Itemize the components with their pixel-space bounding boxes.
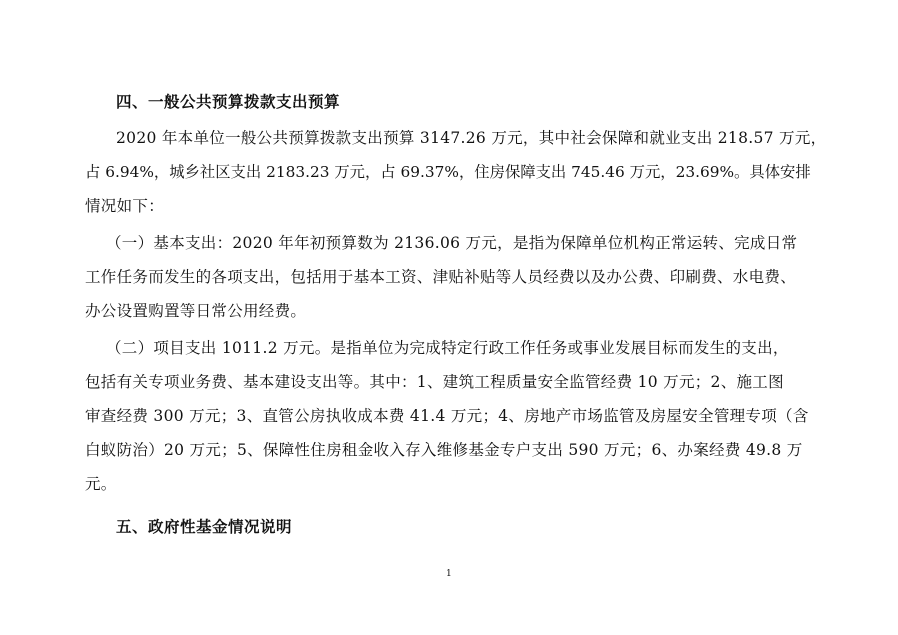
- section-heading-general-budget: 四、一般公共预算拨款支出预算: [116, 93, 341, 111]
- paragraph-line: 2020 年本单位一般公共预算拨款支出预算 3147.26 万元，其中社会保障和就业支出 218.57 万元，: [116, 129, 827, 147]
- paragraph-line: 工作任务而发生的各项支出，包括用于基本工资、津贴补贴等人员经费以及办公费、印刷费、水电费、: [85, 268, 797, 286]
- paragraph-line: （一）基本支出：2020 年年初预算数为 2136.06 万元，是指为保障单位机构正常运转、完成日常: [106, 234, 798, 252]
- paragraph-line: （二）项目支出 1011.2 万元。是指单位为完成特定行政工作任务或事业发展目标而发生的支出，: [106, 339, 789, 357]
- paragraph-line: 包括有关专项业务费、基本建设支出等。其中：1、建筑工程质量安全监管经费 10 万元；2、施工图: [85, 373, 784, 391]
- paragraph-line: 审查经费 300 万元；3、直管公房执收成本费 41.4 万元；4、房地产市场监管及房屋安全管理专项（含: [85, 407, 809, 425]
- paragraph-line: 元。: [85, 475, 117, 493]
- paragraph-line: 情况如下：: [85, 197, 165, 215]
- paragraph-line: 白蚁防治）20 万元；5、保障性住房租金收入存入维修基金专户支出 590 万元；6、办案经费 49.8 万: [85, 441, 803, 459]
- paragraph-line: 办公设置购置等日常公用经费。: [85, 302, 307, 320]
- page-number: 1: [446, 569, 452, 579]
- section-heading-government-fund: 五、政府性基金情况说明: [116, 518, 293, 536]
- paragraph-line: 占 6.94%，城乡社区支出 2183.23 万元，占 69.37%，住房保障支出 745.46 万元，23.69%。具体安排: [85, 163, 811, 181]
